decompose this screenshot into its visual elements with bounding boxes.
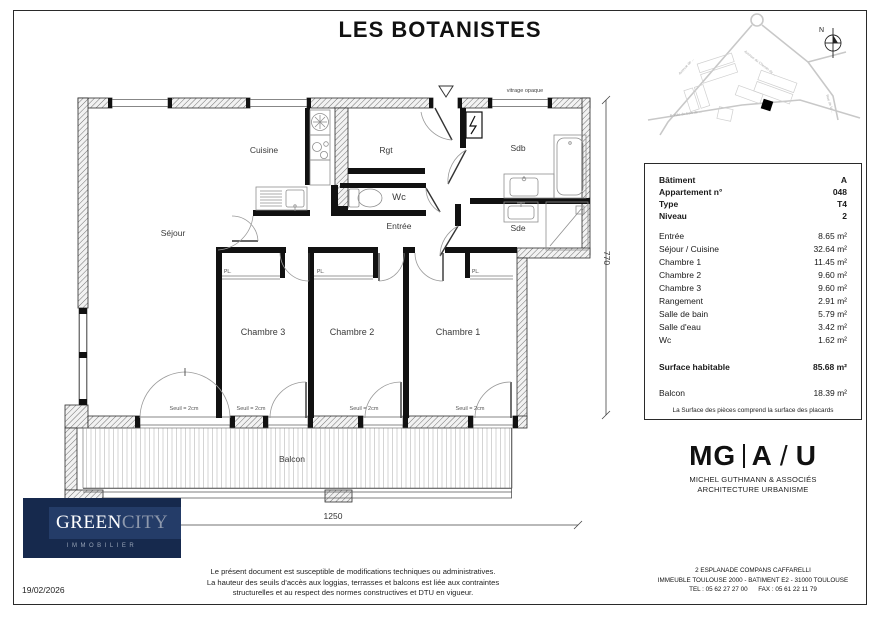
mgau-u: U (795, 440, 817, 471)
street-label: Avenue de ... (677, 57, 695, 76)
balcony-value: 18.39 m² (813, 388, 847, 398)
developer-logo (23, 498, 181, 558)
room-label-chambre1: Chambre 1 (435, 327, 481, 337)
mgau-mg: MG (689, 440, 737, 471)
area-name: Chambre 2 (659, 270, 702, 280)
disclaimer-line: structurelles et au respect des normes constructives et DTU en vigueur. (232, 588, 474, 597)
area-row (659, 269, 847, 282)
threshold-label: Seuil = 2cm (169, 406, 199, 412)
bathtub-icon (554, 135, 586, 198)
fax-number: FAX : 05 61 22 11 79 (758, 586, 817, 593)
bathroom-fixtures (349, 112, 588, 250)
info-row (659, 174, 847, 186)
kitchen-fixtures (256, 110, 330, 211)
surface-label: Surface habitable (659, 362, 730, 372)
window-jambs (79, 98, 552, 428)
area-row (659, 321, 847, 334)
area-name: Séjour / Cuisine (659, 244, 720, 254)
architect-logo (644, 440, 862, 494)
room-label-wc: Wc (392, 192, 406, 203)
phone-number: TEL : 05 62 27 27 00 (689, 586, 748, 593)
architect-name: MICHEL GUTHMANN & ASSOCIÉS (689, 475, 817, 484)
closet-label: PL. (224, 269, 232, 275)
closet-label: PL. (317, 269, 325, 275)
surface-value: 85.68 m² (812, 362, 847, 372)
room-label-entree: Entrée (386, 221, 412, 231)
info-label: Niveau (659, 211, 687, 221)
street-label: Rue de la ... (825, 94, 835, 114)
info-value: A (840, 175, 847, 185)
area-value: 32.64 m² (813, 244, 847, 254)
info-value: 048 (832, 187, 847, 197)
opaque-glazing-label: vitrage opaque (506, 88, 544, 94)
apartment-info-panel (644, 163, 862, 420)
architect-tagline (644, 475, 862, 494)
architect-discipline: ARCHITECTURE URBANISME (697, 484, 809, 494)
room-label-balcon: Balcon (279, 454, 305, 464)
area-value: 9.60 m² (818, 283, 847, 293)
north-label: N (818, 27, 824, 34)
area-name: Chambre 1 (659, 257, 702, 267)
area-name: Salle de bain (659, 309, 709, 319)
area-name: Rangement (659, 296, 703, 306)
info-value: 2 (842, 211, 847, 221)
area-name: Entrée (659, 231, 685, 241)
street-label: Ronde du bois de ... (669, 109, 702, 118)
room-label-sejour: Séjour (160, 228, 186, 238)
highlighted-building (761, 99, 774, 112)
greencity-wordmark (49, 507, 181, 539)
area-row (659, 308, 847, 321)
closet-label: PL. (472, 269, 480, 275)
balcony-label: Balcon (659, 388, 685, 398)
area-value: 3.42 m² (818, 322, 847, 332)
area-value: 11.45 m² (814, 257, 847, 267)
mgau-a: A (751, 440, 773, 471)
mgau-slash: / (779, 440, 789, 471)
mgau-wordmark (689, 440, 817, 472)
elec-panel-icon (466, 112, 482, 138)
address-line3 (644, 585, 862, 595)
room-label-sdb: Sdb (510, 143, 526, 153)
area-name: Salle d'eau (659, 322, 701, 332)
developer-address (644, 566, 862, 595)
mgau-divider (743, 444, 745, 468)
room-label-chambre2: Chambre 2 (329, 327, 375, 337)
info-label: Type (659, 199, 679, 209)
area-name: Wc (659, 335, 672, 345)
street-label: Avenue du Chemin de ... (743, 49, 777, 78)
dimension-height: 770 (602, 250, 612, 266)
info-label: Appartement n° (659, 187, 723, 197)
placards-note: La Surface des pièces comprend la surface des placards (672, 407, 834, 414)
area-row (659, 282, 847, 295)
address-line2: IMMEUBLE TOULOUSE 2000 - BATIMENT E2 - 31000 TOULOUSE (657, 576, 849, 584)
area-value: 5.79 m² (818, 309, 847, 319)
info-row (659, 186, 847, 198)
area-value: 2.91 m² (818, 296, 847, 306)
document-date: 19/02/2026 (22, 585, 65, 595)
area-value: 1.62 m² (818, 335, 847, 345)
info-value: T4 (837, 199, 847, 209)
area-row (659, 230, 847, 243)
room-label-rgt: Rgt (379, 145, 393, 155)
area-row (659, 334, 847, 347)
site-map (648, 14, 860, 135)
area-value: 9.60 m² (818, 270, 847, 280)
toilet-icon (349, 189, 382, 207)
disclaimer-line: La hauteur des seuils d'accès aux loggias, terrasses et balcons est liée aux contraintes (206, 577, 500, 587)
area-row (659, 295, 847, 308)
room-label-sde: Sde (510, 223, 526, 233)
area-row (659, 256, 847, 269)
threshold-label: Seuil = 2cm (349, 406, 379, 412)
threshold-label: Seuil = 2cm (455, 406, 485, 412)
room-label-cuisine: Cuisine (249, 145, 279, 155)
disclaimer-text (203, 567, 503, 599)
threshold-label: Seuil = 2cm (236, 406, 266, 412)
room-label-chambre3: Chambre 3 (240, 327, 286, 337)
page-title: LES BOTANISTES (338, 17, 542, 42)
entrance-arrow-icon (439, 86, 453, 97)
surface-total-row (659, 361, 847, 373)
area-value: 8.65 m² (818, 231, 847, 241)
area-name: Chambre 3 (659, 283, 702, 293)
info-row (659, 198, 847, 210)
info-label: Bâtiment (659, 175, 696, 185)
area-row (659, 243, 847, 256)
greencity-immobilier: IMMOBILIER (66, 543, 138, 549)
greencity-green: GREEN (56, 512, 122, 533)
extractor-icon (313, 115, 327, 129)
sde-basin-icon (504, 202, 538, 222)
info-row (659, 210, 847, 222)
balcony-row (659, 387, 847, 400)
sdb-basin-icon (504, 174, 554, 198)
dimension-width: 1250 (323, 511, 343, 521)
greencity-city: CITY (121, 512, 169, 533)
disclaimer-line: Le présent document est susceptible de modifications techniques ou administratives. (210, 567, 496, 576)
address-line1: 2 ESPLANADE COMPANS CAFFARELLI (695, 567, 811, 574)
